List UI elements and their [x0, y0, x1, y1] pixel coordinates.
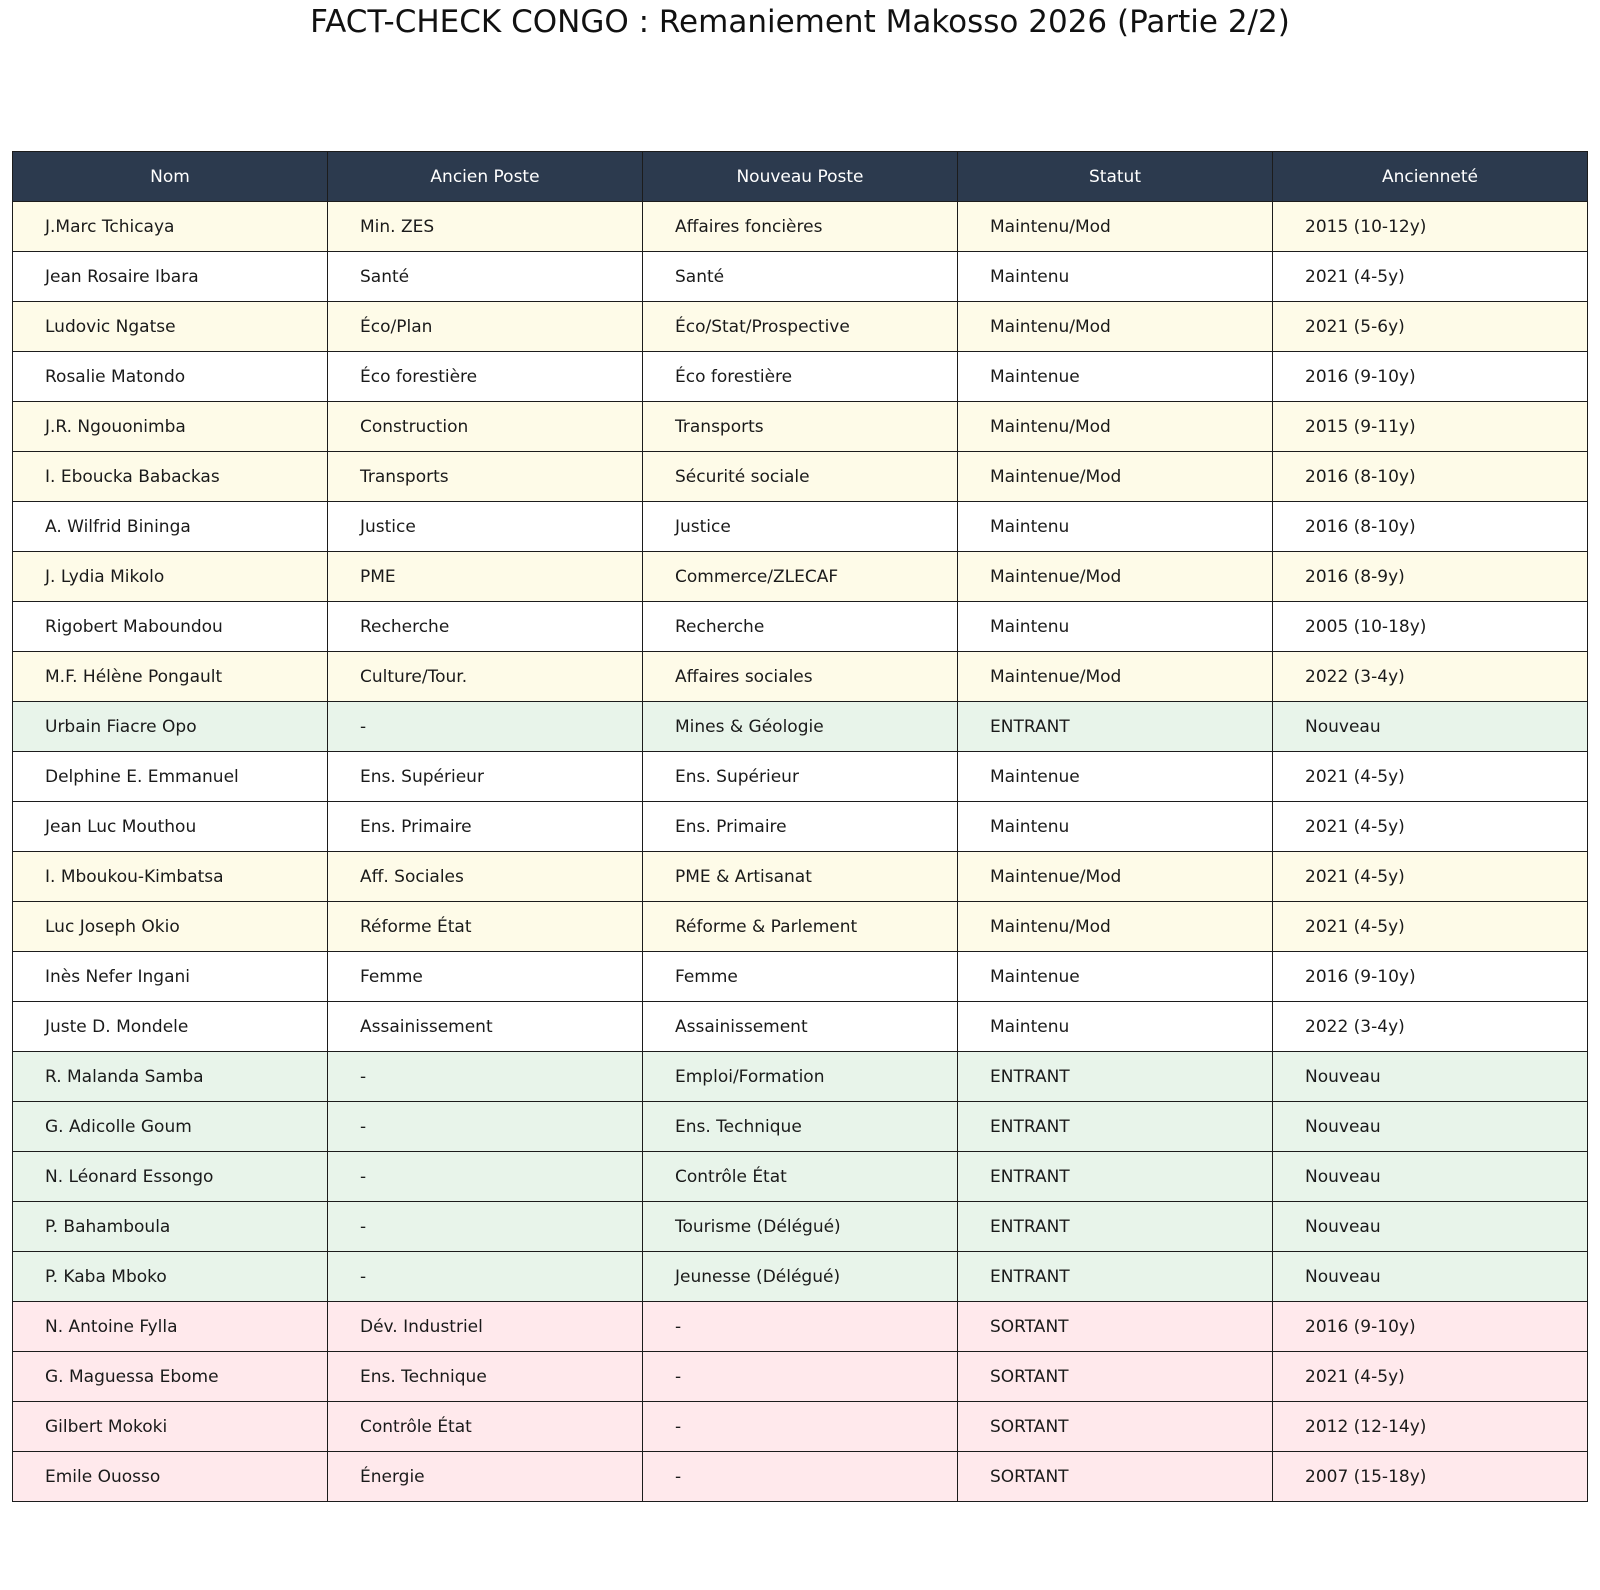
cell-statut: Maintenue/Mod	[958, 452, 1273, 502]
cell-nouveau-poste: Ens. Supérieur	[643, 752, 958, 802]
cell-nouveau-poste: -	[643, 1302, 958, 1352]
cell-anciennete: 2016 (8-10y)	[1273, 502, 1588, 552]
table-row	[13, 852, 1588, 902]
cell-nouveau-poste: Transports	[643, 402, 958, 452]
cell-statut: Maintenu	[958, 1002, 1273, 1052]
cell-nom: Gilbert Mokoki	[13, 1402, 328, 1452]
cell-nouveau-poste: PME & Artisanat	[643, 852, 958, 902]
cell-ancien-poste: -	[328, 1252, 643, 1302]
table-row	[13, 602, 1588, 652]
cell-statut: ENTRANT	[958, 1252, 1273, 1302]
cell-ancien-poste: Éco/Plan	[328, 302, 643, 352]
cell-nom: J.Marc Tchicaya	[13, 202, 328, 252]
cell-statut: Maintenu/Mod	[958, 402, 1273, 452]
cell-ancien-poste: Culture/Tour.	[328, 652, 643, 702]
cell-nom: Jean Rosaire Ibara	[13, 252, 328, 302]
cell-statut: Maintenu/Mod	[958, 902, 1273, 952]
cell-anciennete: Nouveau	[1273, 1102, 1588, 1152]
table-row	[13, 502, 1588, 552]
cell-nom: G. Adicolle Goum	[13, 1102, 328, 1152]
cell-nouveau-poste: Contrôle État	[643, 1152, 958, 1202]
cell-nouveau-poste: Réforme & Parlement	[643, 902, 958, 952]
cell-anciennete: 2016 (9-10y)	[1273, 952, 1588, 1002]
table-row	[13, 402, 1588, 452]
cell-nom: P. Kaba Mboko	[13, 1252, 328, 1302]
cell-statut: Maintenu/Mod	[958, 202, 1273, 252]
cell-ancien-poste: Ens. Primaire	[328, 802, 643, 852]
cell-statut: SORTANT	[958, 1302, 1273, 1352]
cell-anciennete: 2016 (8-9y)	[1273, 552, 1588, 602]
cell-anciennete: 2021 (4-5y)	[1273, 902, 1588, 952]
cell-ancien-poste: Ens. Technique	[328, 1352, 643, 1402]
cell-ancien-poste: -	[328, 1052, 643, 1102]
cell-nouveau-poste: -	[643, 1452, 958, 1502]
column-header-nom: Nom	[13, 152, 328, 202]
cell-anciennete: 2007 (15-18y)	[1273, 1452, 1588, 1502]
cell-nouveau-poste: Éco/Stat/Prospective	[643, 302, 958, 352]
cell-anciennete: 2021 (5-6y)	[1273, 302, 1588, 352]
cell-anciennete: Nouveau	[1273, 1252, 1588, 1302]
table-row	[13, 902, 1588, 952]
cell-nouveau-poste: Assainissement	[643, 1002, 958, 1052]
table-row	[13, 1202, 1588, 1252]
table-row	[13, 952, 1588, 1002]
cell-nom: Rigobert Maboundou	[13, 602, 328, 652]
cell-ancien-poste: Justice	[328, 502, 643, 552]
cell-ancien-poste: Femme	[328, 952, 643, 1002]
column-header-anciennete: Ancienneté	[1273, 152, 1588, 202]
cell-anciennete: 2015 (9-11y)	[1273, 402, 1588, 452]
cell-anciennete: 2022 (3-4y)	[1273, 652, 1588, 702]
column-header-ancien-poste: Ancien Poste	[328, 152, 643, 202]
table-row	[13, 202, 1588, 252]
cell-statut: SORTANT	[958, 1402, 1273, 1452]
table-row	[13, 1102, 1588, 1152]
cell-anciennete: 2021 (4-5y)	[1273, 1352, 1588, 1402]
table-row	[13, 1352, 1588, 1402]
cell-nouveau-poste: Affaires sociales	[643, 652, 958, 702]
cell-anciennete: 2015 (10-12y)	[1273, 202, 1588, 252]
cell-statut: Maintenue/Mod	[958, 652, 1273, 702]
cell-statut: SORTANT	[958, 1452, 1273, 1502]
cell-nom: A. Wilfrid Bininga	[13, 502, 328, 552]
cell-statut: Maintenu	[958, 602, 1273, 652]
cell-ancien-poste: Énergie	[328, 1452, 643, 1502]
cell-nom: Inès Nefer Ingani	[13, 952, 328, 1002]
cell-ancien-poste: -	[328, 1152, 643, 1202]
cell-ancien-poste: -	[328, 1202, 643, 1252]
cell-statut: Maintenu	[958, 252, 1273, 302]
cell-nouveau-poste: Éco forestière	[643, 352, 958, 402]
cell-ancien-poste: Recherche	[328, 602, 643, 652]
cell-nouveau-poste: Commerce/ZLECAF	[643, 552, 958, 602]
cell-anciennete: 2021 (4-5y)	[1273, 752, 1588, 802]
cell-ancien-poste: Min. ZES	[328, 202, 643, 252]
cell-statut: ENTRANT	[958, 1052, 1273, 1102]
cell-statut: ENTRANT	[958, 1152, 1273, 1202]
cell-nouveau-poste: Emploi/Formation	[643, 1052, 958, 1102]
cell-nom: P. Bahamboula	[13, 1202, 328, 1252]
cell-nom: J.R. Ngouonimba	[13, 402, 328, 452]
cell-nom: Delphine E. Emmanuel	[13, 752, 328, 802]
cell-statut: Maintenue/Mod	[958, 852, 1273, 902]
table-row	[13, 702, 1588, 752]
cell-nouveau-poste: Justice	[643, 502, 958, 552]
cell-ancien-poste: Réforme État	[328, 902, 643, 952]
table-body	[13, 202, 1588, 1502]
cell-nom: Urbain Fiacre Opo	[13, 702, 328, 752]
cell-statut: Maintenu	[958, 802, 1273, 852]
table-row	[13, 1302, 1588, 1352]
table-row	[13, 652, 1588, 702]
cell-nom: Rosalie Matondo	[13, 352, 328, 402]
cell-anciennete: Nouveau	[1273, 1152, 1588, 1202]
cell-nouveau-poste: -	[643, 1352, 958, 1402]
cell-nouveau-poste: Affaires foncières	[643, 202, 958, 252]
table-header-row	[13, 152, 1588, 202]
cell-statut: Maintenu/Mod	[958, 302, 1273, 352]
cell-anciennete: 2021 (4-5y)	[1273, 802, 1588, 852]
page-title: FACT-CHECK CONGO : Remaniement Makosso 2026 (Partie 2/2)	[310, 4, 1290, 40]
cell-nouveau-poste: Recherche	[643, 602, 958, 652]
cell-nouveau-poste: Jeunesse (Délégué)	[643, 1252, 958, 1302]
cell-ancien-poste: Assainissement	[328, 1002, 643, 1052]
cell-nom: I. Eboucka Babackas	[13, 452, 328, 502]
cell-nom: Emile Ouosso	[13, 1452, 328, 1502]
cell-ancien-poste: PME	[328, 552, 643, 602]
table-row	[13, 552, 1588, 602]
cell-nouveau-poste: Femme	[643, 952, 958, 1002]
cell-nouveau-poste: -	[643, 1402, 958, 1452]
table-row	[13, 1252, 1588, 1302]
cell-nom: M.F. Hélène Pongault	[13, 652, 328, 702]
cell-nom: G. Maguessa Ebome	[13, 1352, 328, 1402]
cell-anciennete: 2021 (4-5y)	[1273, 852, 1588, 902]
table-row	[13, 252, 1588, 302]
cell-nom: N. Léonard Essongo	[13, 1152, 328, 1202]
cell-nouveau-poste: Mines & Géologie	[643, 702, 958, 752]
table-row	[13, 302, 1588, 352]
cell-ancien-poste: Construction	[328, 402, 643, 452]
cell-nouveau-poste: Sécurité sociale	[643, 452, 958, 502]
cell-nom: J. Lydia Mikolo	[13, 552, 328, 602]
cell-anciennete: 2016 (9-10y)	[1273, 1302, 1588, 1352]
column-header-nouveau-poste: Nouveau Poste	[643, 152, 958, 202]
cell-statut: ENTRANT	[958, 1202, 1273, 1252]
cell-nom: Luc Joseph Okio	[13, 902, 328, 952]
cell-ancien-poste: Dév. Industriel	[328, 1302, 643, 1352]
cell-nouveau-poste: Tourisme (Délégué)	[643, 1202, 958, 1252]
cell-ancien-poste: Santé	[328, 252, 643, 302]
table-row	[13, 802, 1588, 852]
cell-nom: I. Mboukou-Kimbatsa	[13, 852, 328, 902]
cell-anciennete: Nouveau	[1273, 1052, 1588, 1102]
cell-statut: SORTANT	[958, 1352, 1273, 1402]
cell-ancien-poste: Ens. Supérieur	[328, 752, 643, 802]
cell-nom: Ludovic Ngatse	[13, 302, 328, 352]
cell-nom: Jean Luc Mouthou	[13, 802, 328, 852]
cell-ancien-poste: Transports	[328, 452, 643, 502]
cell-statut: Maintenue	[958, 952, 1273, 1002]
table-row	[13, 752, 1588, 802]
table-row	[13, 452, 1588, 502]
cell-nouveau-poste: Santé	[643, 252, 958, 302]
cell-ancien-poste: Éco forestière	[328, 352, 643, 402]
cell-ancien-poste: -	[328, 1102, 643, 1152]
table-row	[13, 1402, 1588, 1452]
cell-anciennete: Nouveau	[1273, 702, 1588, 752]
cell-nom: N. Antoine Fylla	[13, 1302, 328, 1352]
table-row	[13, 1152, 1588, 1202]
cell-anciennete: 2022 (3-4y)	[1273, 1002, 1588, 1052]
cell-anciennete: Nouveau	[1273, 1202, 1588, 1252]
cell-anciennete: 2016 (9-10y)	[1273, 352, 1588, 402]
table-row	[13, 1052, 1588, 1102]
cell-nouveau-poste: Ens. Technique	[643, 1102, 958, 1152]
cell-nom: Juste D. Mondele	[13, 1002, 328, 1052]
table-row	[13, 352, 1588, 402]
table-row	[13, 1452, 1588, 1502]
reshuffle-table	[12, 151, 1588, 1502]
cell-ancien-poste: Aff. Sociales	[328, 852, 643, 902]
cell-statut: Maintenue/Mod	[958, 552, 1273, 602]
cell-anciennete: 2016 (8-10y)	[1273, 452, 1588, 502]
cell-nom: R. Malanda Samba	[13, 1052, 328, 1102]
cell-statut: ENTRANT	[958, 702, 1273, 752]
cell-statut: ENTRANT	[958, 1102, 1273, 1152]
cell-nouveau-poste: Ens. Primaire	[643, 802, 958, 852]
cell-statut: Maintenu	[958, 502, 1273, 552]
cell-statut: Maintenue	[958, 352, 1273, 402]
cell-statut: Maintenue	[958, 752, 1273, 802]
column-header-statut: Statut	[958, 152, 1273, 202]
table-row	[13, 1002, 1588, 1052]
cell-ancien-poste: Contrôle État	[328, 1402, 643, 1452]
cell-anciennete: 2021 (4-5y)	[1273, 252, 1588, 302]
cell-ancien-poste: -	[328, 702, 643, 752]
cell-anciennete: 2005 (10-18y)	[1273, 602, 1588, 652]
cell-anciennete: 2012 (12-14y)	[1273, 1402, 1588, 1452]
